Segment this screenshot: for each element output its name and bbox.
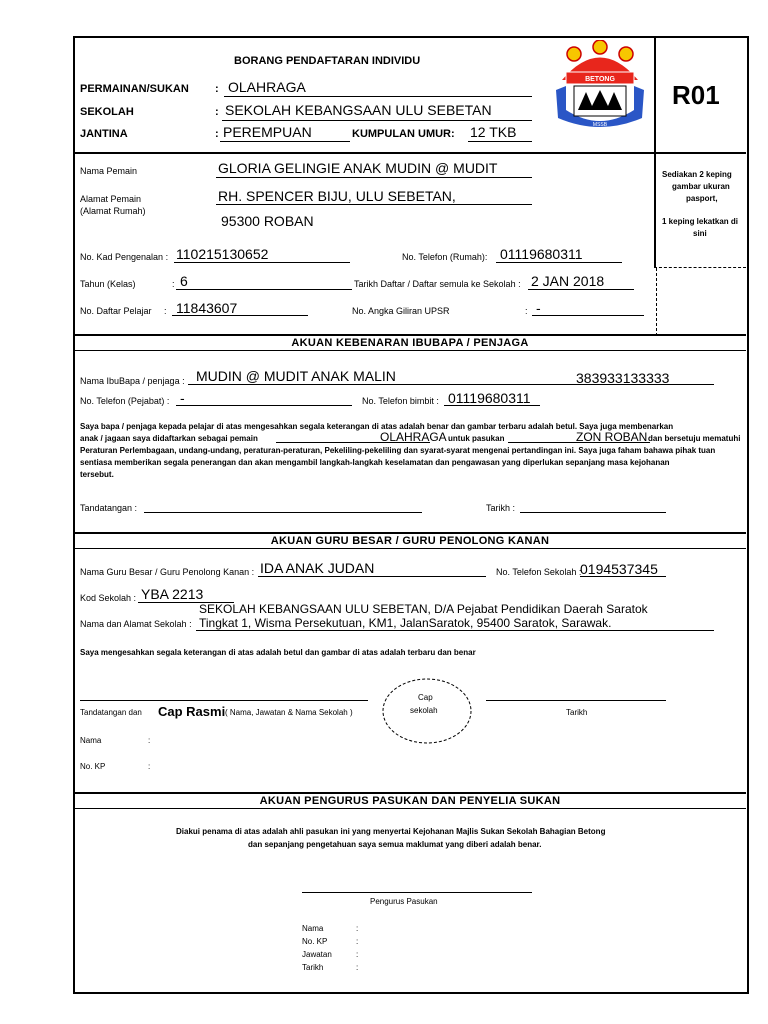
parent-name-value: MUDIN @ MUDIT ANAK MALIN [196,368,396,384]
home-tel-value: 01119680311 [500,246,583,262]
age-group-value: 12 TKB [470,124,517,140]
year-label: Tahun (Kelas) [80,279,136,289]
manager-declaration: Diakui penama di atas adalah ahli pasukan ini yang menyertai Kejohanan Majlis Sukan Sekolah Bahagian Betong [176,827,606,836]
school-address-value: SEKOLAH KEBANGSAAN ULU SEBETAN, D/A Pejabat Pendidikan Daerah Saratok [199,602,648,616]
age-group-label: KUMPULAN UMUR: [352,128,455,140]
teacher-section-title: AKUAN GURU BESAR / GURU PENOLONG KANAN [74,532,746,549]
upsr-value: - [536,300,541,316]
teacher-name-value: IDA ANAK JUDAN [260,560,375,576]
photo-note: Sediakan 2 keping [662,170,732,179]
parent-date-label: Tarikh : [486,503,516,513]
school-label: SEKOLAH [80,106,134,118]
teacher-date-label: Tarikh [566,708,588,717]
gender-label: JANTINA [80,128,128,140]
parent-declaration: Saya bapa / penjaga kepada pelajar di atas mengesahkan segala keterangan di atas adalah benar dan gambar terbaru adalah betul. Saya juga membenarkan [80,422,674,431]
year-value: 6 [180,273,188,289]
school-tel-value: 0194537345 [580,561,658,577]
mobile-label: No. Telefon bimbit : [362,396,439,406]
mobile-value: 01119680311 [448,390,531,406]
student-reg-label: No. Daftar Pelajar [80,306,152,316]
teacher-name-label: Nama Guru Besar / Guru Penolong Kanan : [80,567,255,577]
stamp-text: Cap [418,693,433,702]
manager-kp-label: No. KP [302,937,328,946]
manager-section-title: AKUAN PENGURUS PASUKAN DAN PENYELIA SUKAN [74,792,746,809]
ic-value: 110215130652 [176,246,269,262]
parent-section-title: AKUAN KEBENARAN IBUBAPA / PENJAGA [74,334,746,351]
teacher-sign-label: Tandatangan dan [80,708,142,717]
school-address-label: Nama dan Alamat Sekolah : [80,619,192,629]
reg-date-label: Tarikh Daftar / Daftar semula ke Sekolah : [354,279,521,289]
form-code: R01 [672,80,720,110]
student-reg-value: 11843607 [176,300,238,316]
teacher-confirm: Saya mengesahkan segala keterangan di atas adalah betul dan gambar di atas adalah terbaru dan benar [80,648,476,657]
form-title: BORANG PENDAFTARAN INDIVIDU [234,55,421,67]
office-tel-value: - [180,390,185,406]
home-tel-label: No. Telefon (Rumah): [402,252,488,262]
teacher-nama-label: Nama [80,736,102,745]
school-value: SEKOLAH KEBANGSAAN ULU SEBETAN [225,102,492,118]
sport-label: PERMAINAN/SUKAN [80,83,189,95]
parent-sign-label: Tandatangan : [80,503,138,513]
manager-jawatan-label: Jawatan [302,950,332,959]
player-name-value: GLORIA GELINGIE ANAK MUDIN @ MUDIT [218,160,498,176]
logo-text: BETONG [585,76,615,83]
manager-tarikh-label: Tarikh [302,963,324,972]
form-border [73,36,749,994]
player-address-label: Alamat Pemain [80,194,142,204]
parent-name-label: Nama IbuBapa / penjaga : [80,376,185,386]
teacher-kp-label: No. KP [80,762,106,771]
manager-sign-label: Pengurus Pasukan [370,897,438,906]
school-tel-label: No. Telefon Sekolah : [496,567,582,577]
gender-value: PEREMPUAN [223,124,312,140]
parent-ic-value: 383933133333 [576,370,670,386]
school-code-label: Kod Sekolah : [80,593,137,603]
office-tel-label: No. Telefon (Pejabat) : [80,396,170,406]
logo-subtext: MSSB [592,122,608,128]
betong-logo-icon [552,40,648,132]
manager-nama-label: Nama [302,924,324,933]
reg-date-value: 2 JAN 2018 [531,273,605,289]
upsr-label: No. Angka Giliran UPSR [352,306,450,316]
player-address-value: RH. SPENCER BIJU, ULU SEBETAN, [218,188,456,204]
school-code-value: YBA 2213 [141,586,204,602]
sport-value: OLAHRAGA [228,79,306,95]
ic-label: No. Kad Pengenalan : [80,252,169,262]
player-name-label: Nama Pemain [80,166,138,176]
